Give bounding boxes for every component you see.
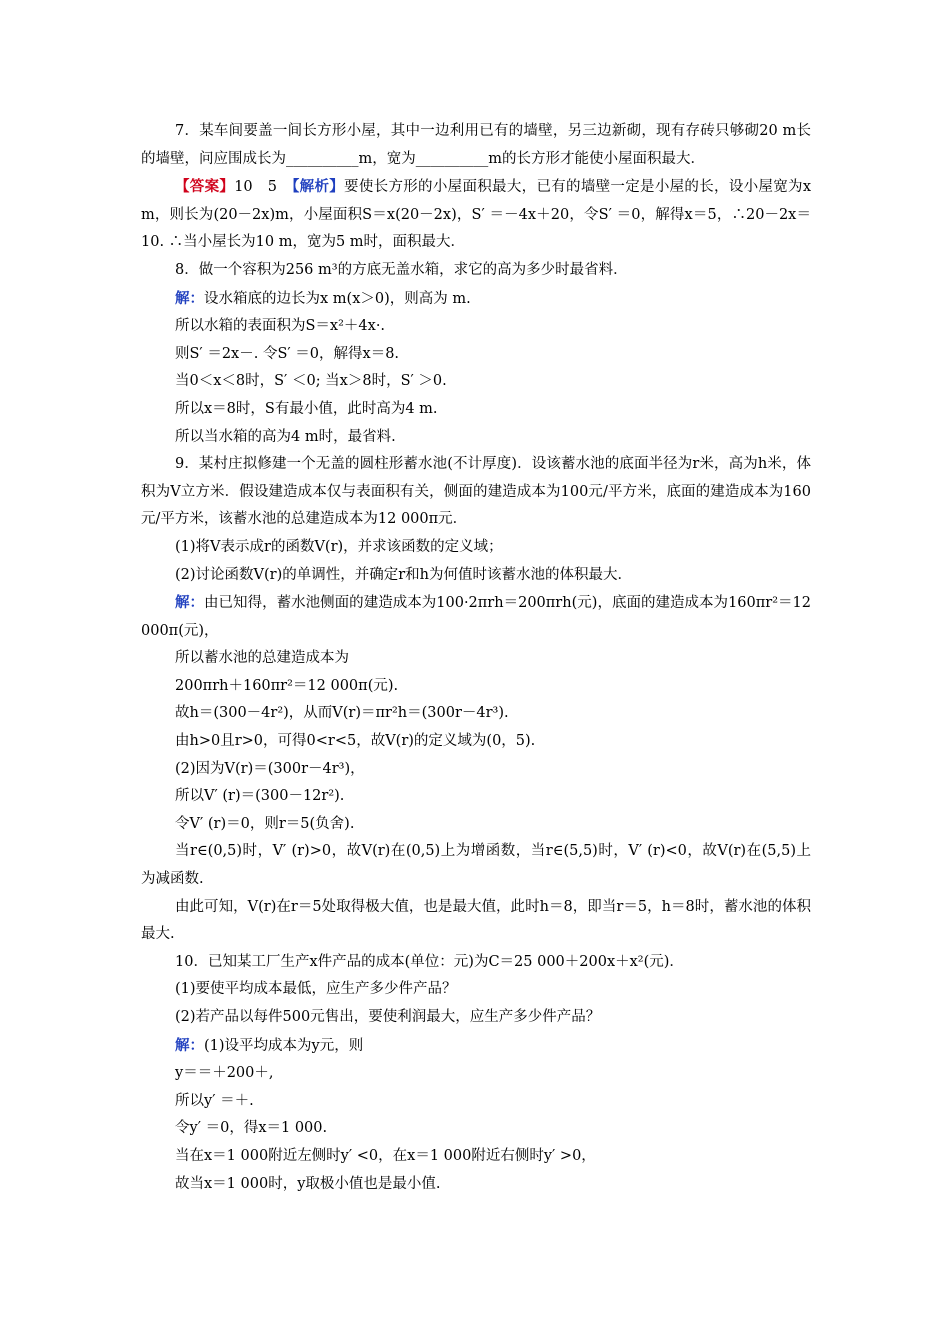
q9-conclusion: 由此可知，V(r)在r＝5处取得极大值，也是最大值，此时h＝8，即当r＝5，h＝8时，蓄水池的体积最大.	[141, 898, 811, 943]
q9-line-6: 所以V′ (r)＝(300－12r²).	[175, 788, 345, 805]
q8-solution-line-4: 当0＜x＜8时，S′ ＜0; 当x＞8时，S′ ＞0.	[175, 373, 447, 390]
q9-solution-text: 由已知得，蓄水池侧面的建造成本为100·2πrh＝200πrh(元)，底面的建造成本为160πr²＝12 000π(元)，	[141, 595, 811, 639]
solution-label: 解：	[175, 289, 204, 307]
solution-label: 解：	[175, 1036, 204, 1054]
q8-solution-line-3: 则S′ ＝2x－. 令S′ ＝0，解得x＝8.	[175, 345, 400, 362]
q9-stem: 9．某村庄拟修建一个无盖的圆柱形蓄水池(不计厚度)．设该蓄水池的底面半径为r米，高为h米，体积为V立方米．假设建造成本仅与表面积有关，侧面的建造成本为100元/平方米，底面的建造成本为160元/平方米，该蓄水池的总建造成本为12 000π元．	[141, 456, 811, 528]
q10-line-5: 故当x＝1 000时，y取极小值也是最小值.	[175, 1175, 441, 1192]
q9-solution-first	[141, 589, 811, 645]
q9-line-1: 所以蓄水池的总建造成本为	[175, 650, 349, 667]
q9-line-7: 令V′ (r)＝0，则r＝5(负舍).	[175, 815, 355, 832]
answer-label: 【答案】	[175, 178, 235, 196]
q10-stem: 10．已知某工厂生产x件产品的成本(单位：元)为C＝25 000＋200x＋x²(元)．	[175, 953, 684, 970]
q8-solution-line-1	[141, 285, 811, 314]
q10-solution-text: (1)设平均成本为y元，则	[204, 1037, 364, 1054]
q10-line-4: 当在x＝1 000附近左侧时y′ <0，在x＝1 000附近右侧时y′ >0，	[175, 1147, 596, 1164]
q8-solution-line-2: 所以水箱的表面积为S＝x²＋4x·.	[175, 318, 386, 335]
q8-solution-line-6: 所以当水箱的高为4 m时，最省料.	[175, 428, 396, 445]
q10-sub1: (1)要使平均成本最低，应生产多少件产品？	[175, 981, 457, 998]
q8-line-text: 设水箱底的边长为x m(x＞0)，则高为 m.	[204, 290, 471, 307]
solution-label: 解：	[175, 594, 205, 612]
q9-line-5: (2)因为V(r)＝(300r－4r³)，	[175, 760, 365, 777]
q9-line-2: 200πrh＋160πr²＝12 000π(元).	[175, 677, 399, 694]
q9-sub1: (1)将V表示成r的函数V(r)，并求该函数的定义域；	[175, 538, 503, 555]
q9-line-4: 由h>0且r>0，可得0<r<5，故V(r)的定义域为(0，5).	[175, 733, 536, 750]
q9-line-3: 故h＝(300－4r²)，从而V(r)＝πr²h＝(300r－4r³).	[175, 705, 509, 722]
q7-stem: 7．某车间要盖一间长方形小屋，其中一边利用已有的墙壁，另三边新砌，现有存砖只够砌20 m长的墙壁，问应围成长为__________m，宽为__________m的长方形才能使小屋面积最大．	[141, 123, 811, 167]
analysis-label: 【解析】	[292, 178, 345, 196]
q10-sub2: (2)若产品以每件500元售出，要使利润最大，应生产多少件产品？	[175, 1009, 601, 1025]
document-page	[141, 118, 811, 1198]
q10-solution-first	[141, 1032, 811, 1061]
q8-solution-line-5: 所以x＝8时，S有最小值，此时高为4 m.	[175, 400, 438, 417]
q7-answer: 10 5	[234, 179, 277, 196]
q9-monotonicity: 当r∈(0,5)时，V′ (r)>0，故V(r)在(0,5)上为增函数，当r∈(5,5)时，V′ (r)<0，故V(r)在(5,5)上为减函数.	[141, 843, 811, 888]
q10-line-3: 令y′ ＝0，得x＝1 000.	[175, 1120, 328, 1137]
q7-answer-block	[141, 173, 811, 257]
q9-sub2: (2)讨论函数V(r)的单调性，并确定r和h为何值时该蓄水池的体积最大．	[175, 566, 633, 583]
q8-stem: 8．做一个容积为256 m³的方底无盖水箱，求它的高为多少时最省料．	[175, 261, 628, 278]
q10-line-2: 所以y′ ＝＋.	[175, 1092, 254, 1109]
q7-analysis: 要使长方形的小屋面积最大，已有的墙壁一定是小屋的长，设小屋宽为x m，则长为(20－2x)m，小屋面积S＝x(20－2x)，S′ ＝－4x＋20，令S′ ＝0，解得x＝5，∴20－2x＝10. ∴当小屋长为10 m，宽为5 m时，面积最大．	[141, 179, 812, 251]
q10-line-1: y＝＝＋200＋,	[175, 1065, 274, 1082]
